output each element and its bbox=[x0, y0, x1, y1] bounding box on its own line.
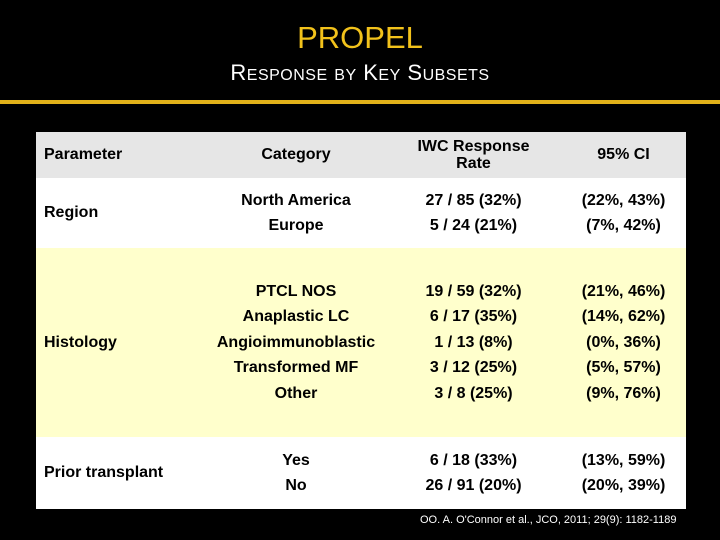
category-value: Europe bbox=[268, 217, 324, 234]
header-cell bbox=[36, 132, 206, 178]
table-header-row bbox=[36, 132, 686, 178]
slide-title: PROPEL bbox=[297, 20, 423, 55]
group-ci-cell bbox=[561, 437, 686, 509]
slide-header bbox=[0, 0, 720, 100]
header-rate-line1: IWC Response bbox=[417, 138, 530, 155]
category-value: Angioimmunoblastic bbox=[216, 333, 376, 351]
rate-value: 5 / 24 (21%) bbox=[429, 217, 518, 234]
category-value: Other bbox=[274, 384, 318, 402]
group-parameter: Region bbox=[44, 204, 99, 222]
rate-value: 19 / 59 (32%) bbox=[425, 282, 522, 300]
subtitle-word-cap: S bbox=[407, 60, 423, 85]
group-category-cell bbox=[206, 437, 386, 509]
subtitle-word-rest: BY bbox=[334, 67, 357, 84]
header-ci: 95% CI bbox=[597, 146, 650, 164]
ci-value: (22%, 43%) bbox=[581, 191, 666, 209]
group-category-cell bbox=[206, 248, 386, 437]
slide-subtitle bbox=[0, 60, 720, 86]
ci-value: (0%, 36%) bbox=[586, 333, 661, 351]
rate-value: 6 / 18 (33%) bbox=[429, 451, 518, 469]
subtitle-word-rest: EY bbox=[378, 67, 401, 84]
group-parameter-cell bbox=[36, 248, 206, 437]
group-ci-cell bbox=[561, 248, 686, 437]
rate-value: 3 / 12 (25%) bbox=[429, 359, 518, 377]
ci-value: (14%, 62%) bbox=[581, 308, 666, 326]
category-value: Transformed MF bbox=[233, 359, 359, 377]
ci-value: (21%, 46%) bbox=[581, 282, 666, 300]
header-cell bbox=[561, 132, 686, 178]
subtitle-word-cap: R bbox=[230, 60, 247, 85]
ci-value: (9%, 76%) bbox=[586, 384, 661, 402]
category-value: Yes bbox=[282, 451, 310, 469]
rate-value: 6 / 17 (35%) bbox=[429, 308, 518, 326]
citation: OO. A. O'Connor et al., JCO, 2011; 29(9): 1182-1189 bbox=[420, 514, 677, 526]
group-category-cell bbox=[206, 178, 386, 248]
group-rate-cell bbox=[386, 178, 561, 248]
subtitle-word-rest: UBSETS bbox=[422, 67, 490, 84]
header-cell bbox=[386, 132, 561, 178]
group-parameter-cell bbox=[36, 178, 206, 248]
subtitle-word-rest: ESPONSE bbox=[246, 67, 328, 84]
header-category: Category bbox=[261, 146, 331, 164]
category-value: North America bbox=[241, 191, 351, 209]
group-rate-cell bbox=[386, 437, 561, 509]
rate-value: 27 / 85 (32%) bbox=[425, 191, 522, 209]
ci-value: (13%, 59%) bbox=[581, 451, 666, 469]
rate-value: 26 / 91 (20%) bbox=[425, 477, 522, 494]
group-ci-cell bbox=[561, 178, 686, 248]
group-parameter: Prior transplant bbox=[44, 464, 164, 482]
header-parameter: Parameter bbox=[44, 146, 123, 164]
category-value: Anaplastic LC bbox=[242, 308, 350, 326]
group-parameter-cell bbox=[36, 437, 206, 509]
rate-value: 3 / 8 (25%) bbox=[434, 384, 513, 402]
ci-value: (20%, 39%) bbox=[581, 477, 666, 494]
table-row-group bbox=[36, 178, 686, 248]
category-value: No bbox=[285, 477, 307, 494]
group-rate-cell bbox=[386, 248, 561, 437]
group-parameter: Histology bbox=[44, 333, 117, 351]
rate-value: 1 / 13 (8%) bbox=[434, 333, 513, 351]
category-value: PTCL NOS bbox=[255, 282, 337, 300]
header-rate-line2: Rate bbox=[456, 155, 491, 172]
title-divider bbox=[0, 100, 720, 104]
table-row-group bbox=[36, 248, 686, 437]
table-row-group bbox=[36, 437, 686, 509]
header-cell bbox=[206, 132, 386, 178]
subtitle-word-cap: K bbox=[363, 60, 379, 85]
ci-value: (7%, 42%) bbox=[586, 217, 661, 234]
ci-value: (5%, 57%) bbox=[586, 359, 661, 377]
